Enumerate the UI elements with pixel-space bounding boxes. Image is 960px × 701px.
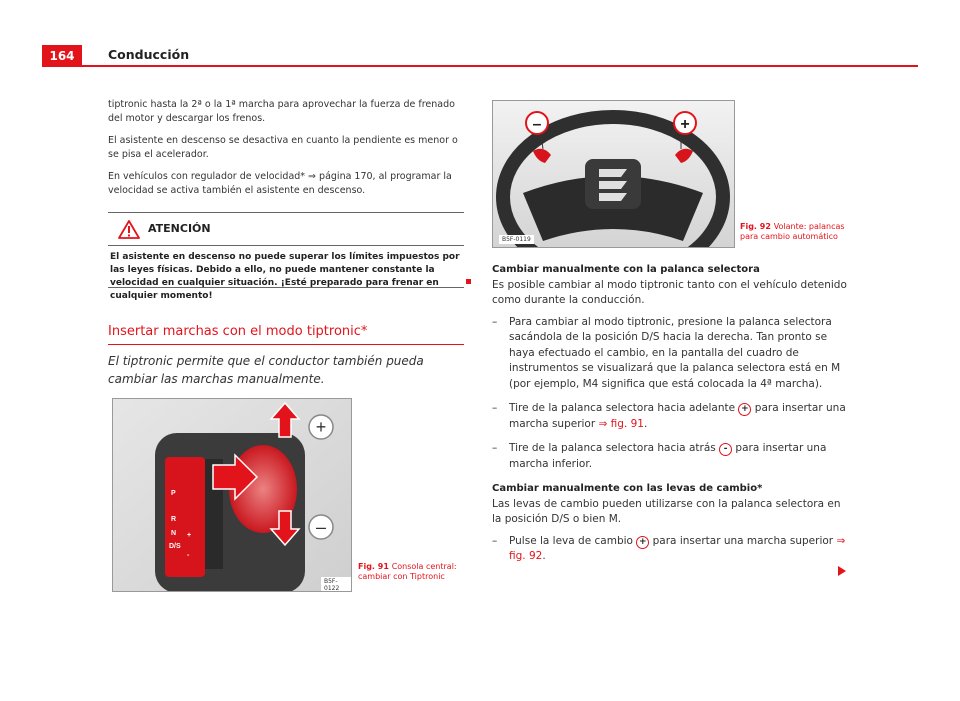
continue-arrow-icon [838,566,846,576]
page-section-title: Conducción [108,47,190,62]
paragraph: El asistente en descenso se desactiva en cuanto la pendiente es menor o se pisa el acelerador. [108,135,458,160]
list-item-text: para insertar una marcha inferior. [509,442,827,470]
plus-key-icon: + [636,536,649,549]
left-column [108,98,464,206]
list-dash: – [492,442,498,454]
list-item-text: para insertar una marcha superior [509,402,846,430]
paragraph: En vehículos con regulador de velocidad* ⇒ página 170, al programar la velocidad se activa también el asistente en descenso. [108,171,452,196]
caption-text: Consola central: cambiar con Tiptronic [358,562,457,581]
list-item-text: para insertar una marcha superior [652,534,834,547]
steering-wheel-illustration [493,101,734,247]
right-column [492,262,848,574]
list-item: – Pulse la leva de cambio + para insertar una marcha superior ⇒ fig. 92. [492,534,846,562]
caption-label: Fig. 91 [358,562,389,571]
gear-label-p: P [171,490,176,497]
section-lead: El tiptronic permite que el conductor también pueda cambiar las marchas manualmente. [108,354,424,386]
subheading: Cambiar manualmente con la palanca selectora [492,264,760,275]
figure-reference-link[interactable]: ⇒ fig. 92 [509,534,846,562]
gear-label-r: R [171,516,177,523]
figure-91 [112,398,352,592]
paragraph: Es posible cambiar al modo tiptronic tanto con el vehículo detenido como durante la conducción. [492,278,847,306]
gear-console-illustration [113,399,351,591]
list-dash: – [492,315,498,328]
minus-key-icon: - [719,443,732,456]
subheading: Cambiar manualmente con las levas de cambio* [492,483,763,494]
gear-label-ds: D/S [169,543,181,550]
list-item-text: Tire de la palanca selectora hacia adelante [509,402,736,414]
figure-code: B5F-0122 [321,577,351,592]
plus-label: + [680,116,690,133]
gear-label-plus: + [187,532,192,539]
paragraph: Las levas de cambio pueden utilizarse con la palanca selectora en la posición D/S o bien M. [492,497,841,525]
header-rule [82,65,918,67]
list-item-text: Tire de la palanca selectora hacia atrás [509,442,716,454]
figure-92-caption [740,222,850,242]
figure-92 [492,100,735,248]
section-heading: Insertar marchas con el modo tiptronic* [108,324,368,339]
figure-91-caption [358,562,458,582]
caption-label: Fig. 92 [740,222,771,231]
list-item: – Tire de la palanca selectora hacia adelante + para insertar una marcha superior ⇒ fig. 91. [492,402,846,430]
list-item-text: Para cambiar al modo tiptronic, presione la palanca selectora sacándola de la posición D/S hacia la derecha. Tan pronto se haya efectuado el cambio, en la pantalla del cuadro de instrumentos se visualizará que la palanca selectora está en M (por ejemplo, M4 significa que está colocada la 4ª marcha). [509,315,841,390]
warning-title: ATENCIÓN [148,222,211,235]
paragraph: tiptronic hasta la 2ª o la 1ª marcha para aprovechar la fuerza de frenado del motor y descargar los frenos. [108,99,455,124]
minus-label: – [532,116,542,133]
gear-label-minus: - [187,552,190,559]
plus-key-icon: + [738,403,751,416]
list-item [492,441,848,472]
figure-code: B5F-0119 [499,235,534,244]
section-end-marker [466,279,471,284]
plus-label: + [315,417,327,437]
gear-label-n: N [171,530,177,537]
page-number: 164 [42,45,82,67]
warning-text: El asistente en descenso no puede superar los límites impuestos por las leyes físicas. Debido a ello, no puede mantener constante la velocidad en cualquier situación. ¡Esté preparado para frenar en cualquier momento! [110,252,460,301]
figure-reference-link[interactable]: ⇒ fig. 91 [598,417,644,430]
list-dash: – [492,402,498,414]
warning-box [108,212,464,301]
section-rule [108,344,464,345]
warning-triangle-icon [118,220,140,239]
list-item [492,315,848,393]
list-item-text: Pulse la leva de cambio [509,534,633,547]
caption-text: Volante: palancas para cambio automático [740,222,845,241]
list-dash: – [492,534,498,547]
minus-label: – [315,517,327,537]
warning-header [108,213,464,246]
